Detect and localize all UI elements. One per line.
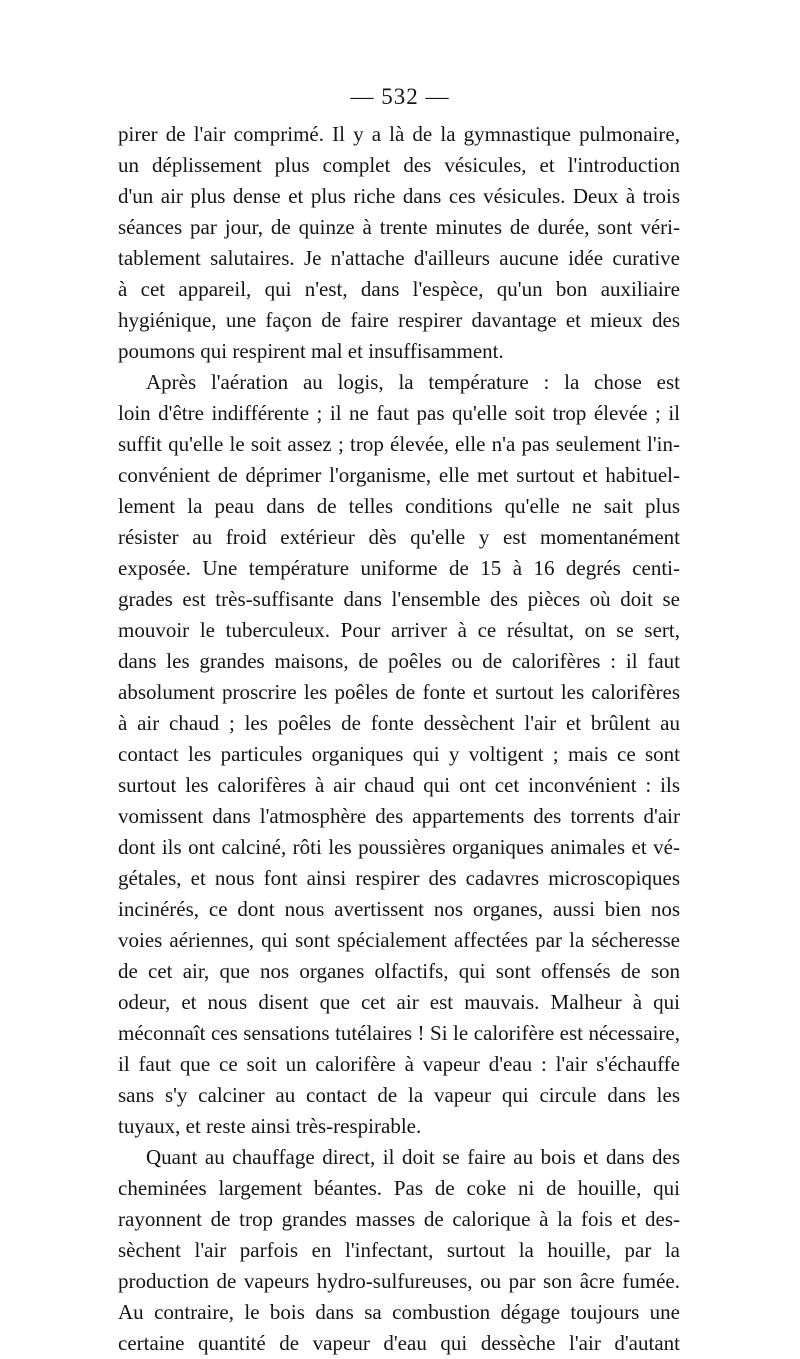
text-line: d'un air plus dense et plus riche dans ces vésicules. Deux à trois xyxy=(118,184,680,208)
text-line: résister au froid extérieur dès qu'elle y est momentanément xyxy=(118,525,680,549)
text-line: séances par jour, de quinze à trente minutes de durée, sont véri- xyxy=(118,215,680,239)
text-line: suffit qu'elle le soit assez ; trop élevée, elle n'a pas seulement l'in- xyxy=(118,432,680,456)
text-line: lement la peau dans de telles conditions qu'elle ne sait plus xyxy=(118,494,680,518)
text-line: incinérés, ce dont nous avertissent nos organes, aussi bien nos xyxy=(118,897,680,921)
text-line: dans les grandes maisons, de poêles ou de calorifères : il faut xyxy=(118,649,680,673)
text-line: convénient de déprimer l'organisme, elle met surtout et habituel- xyxy=(118,463,680,487)
text-line: contact les particules organiques qui y voltigent ; mais ce sont xyxy=(118,742,680,766)
text-line: gétales, et nous font ainsi respirer des cadavres microscopiques xyxy=(118,866,680,890)
text-line: à air chaud ; les poêles de fonte dessèchent l'air et brûlent au xyxy=(118,711,680,735)
text-line: Au contraire, le bois dans sa combustion dégage toujours une xyxy=(118,1300,680,1324)
text-line: Après l'aération au logis, la température : la chose est xyxy=(146,370,680,394)
text-line: loin d'être indifférente ; il ne faut pas qu'elle soit trop élevée ; il xyxy=(118,401,680,425)
text-line: il faut que ce soit un calorifère à vapeur d'eau : l'air s'échauffe xyxy=(118,1052,680,1076)
text-line: sèchent l'air parfois en l'infectant, surtout la houille, par la xyxy=(118,1238,680,1262)
body-text xyxy=(118,119,680,1359)
text-line: à cet appareil, qui n'est, dans l'espèce, qu'un bon auxiliaire xyxy=(118,277,680,301)
text-line: certaine quantité de vapeur d'eau qui dessèche l'air d'autant xyxy=(118,1331,680,1355)
text-line: hygiénique, une façon de faire respirer davantage et mieux des xyxy=(118,308,680,332)
page-number: — 532 — xyxy=(350,84,450,109)
text-line: sans s'y calciner au contact de la vapeur qui circule dans les xyxy=(118,1083,680,1107)
text-line: de cet air, que nos organes olfactifs, qui sont offensés de son xyxy=(118,959,680,983)
text-line: pirer de l'air comprimé. Il y a là de la gymnastique pulmonaire, xyxy=(118,122,680,146)
text-line: production de vapeurs hydro-sulfureuses, ou par son âcre fumée. xyxy=(118,1269,680,1293)
text-line: Quant au chauffage direct, il doit se faire au bois et dans des xyxy=(146,1145,680,1169)
text-line: surtout les calorifères à air chaud qui ont cet inconvénient : ils xyxy=(118,773,680,797)
text-line: exposée. Une température uniforme de 15 à 16 degrés centi- xyxy=(118,556,680,580)
text-line: tuyaux, et reste ainsi très-respirable. xyxy=(118,1114,422,1138)
text-line: grades est très-suffisante dans l'ensemble des pièces où doit se xyxy=(118,587,680,611)
text-line: poumons qui respirent mal et insuffisamment. xyxy=(118,339,504,363)
text-line: un déplissement plus complet des vésicules, et l'introduction xyxy=(118,153,680,177)
text-line: absolument proscrire les poêles de fonte et surtout les calorifères xyxy=(118,680,680,704)
text-line: dont ils ont calciné, rôti les poussières organiques animales et vé- xyxy=(118,835,680,859)
text-line: odeur, et nous disent que cet air est mauvais. Malheur à qui xyxy=(118,990,680,1014)
text-line: méconnaît ces sensations tutélaires ! Si le calorifère est nécessaire, xyxy=(118,1021,680,1045)
text-line: rayonnent de trop grandes masses de calorique à la fois et des- xyxy=(118,1207,680,1231)
text-line: voies aériennes, qui sont spécialement affectées par la sécheresse xyxy=(118,928,680,952)
text-line: cheminées largement béantes. Pas de coke ni de houille, qui xyxy=(118,1176,680,1200)
text-line: mouvoir le tuberculeux. Pour arriver à ce résultat, on se sert, xyxy=(118,618,680,642)
text-line: tablement salutaires. Je n'attache d'ailleurs aucune idée curative xyxy=(118,246,680,270)
text-line: vomissent dans l'atmosphère des appartements des torrents d'air xyxy=(118,804,680,828)
